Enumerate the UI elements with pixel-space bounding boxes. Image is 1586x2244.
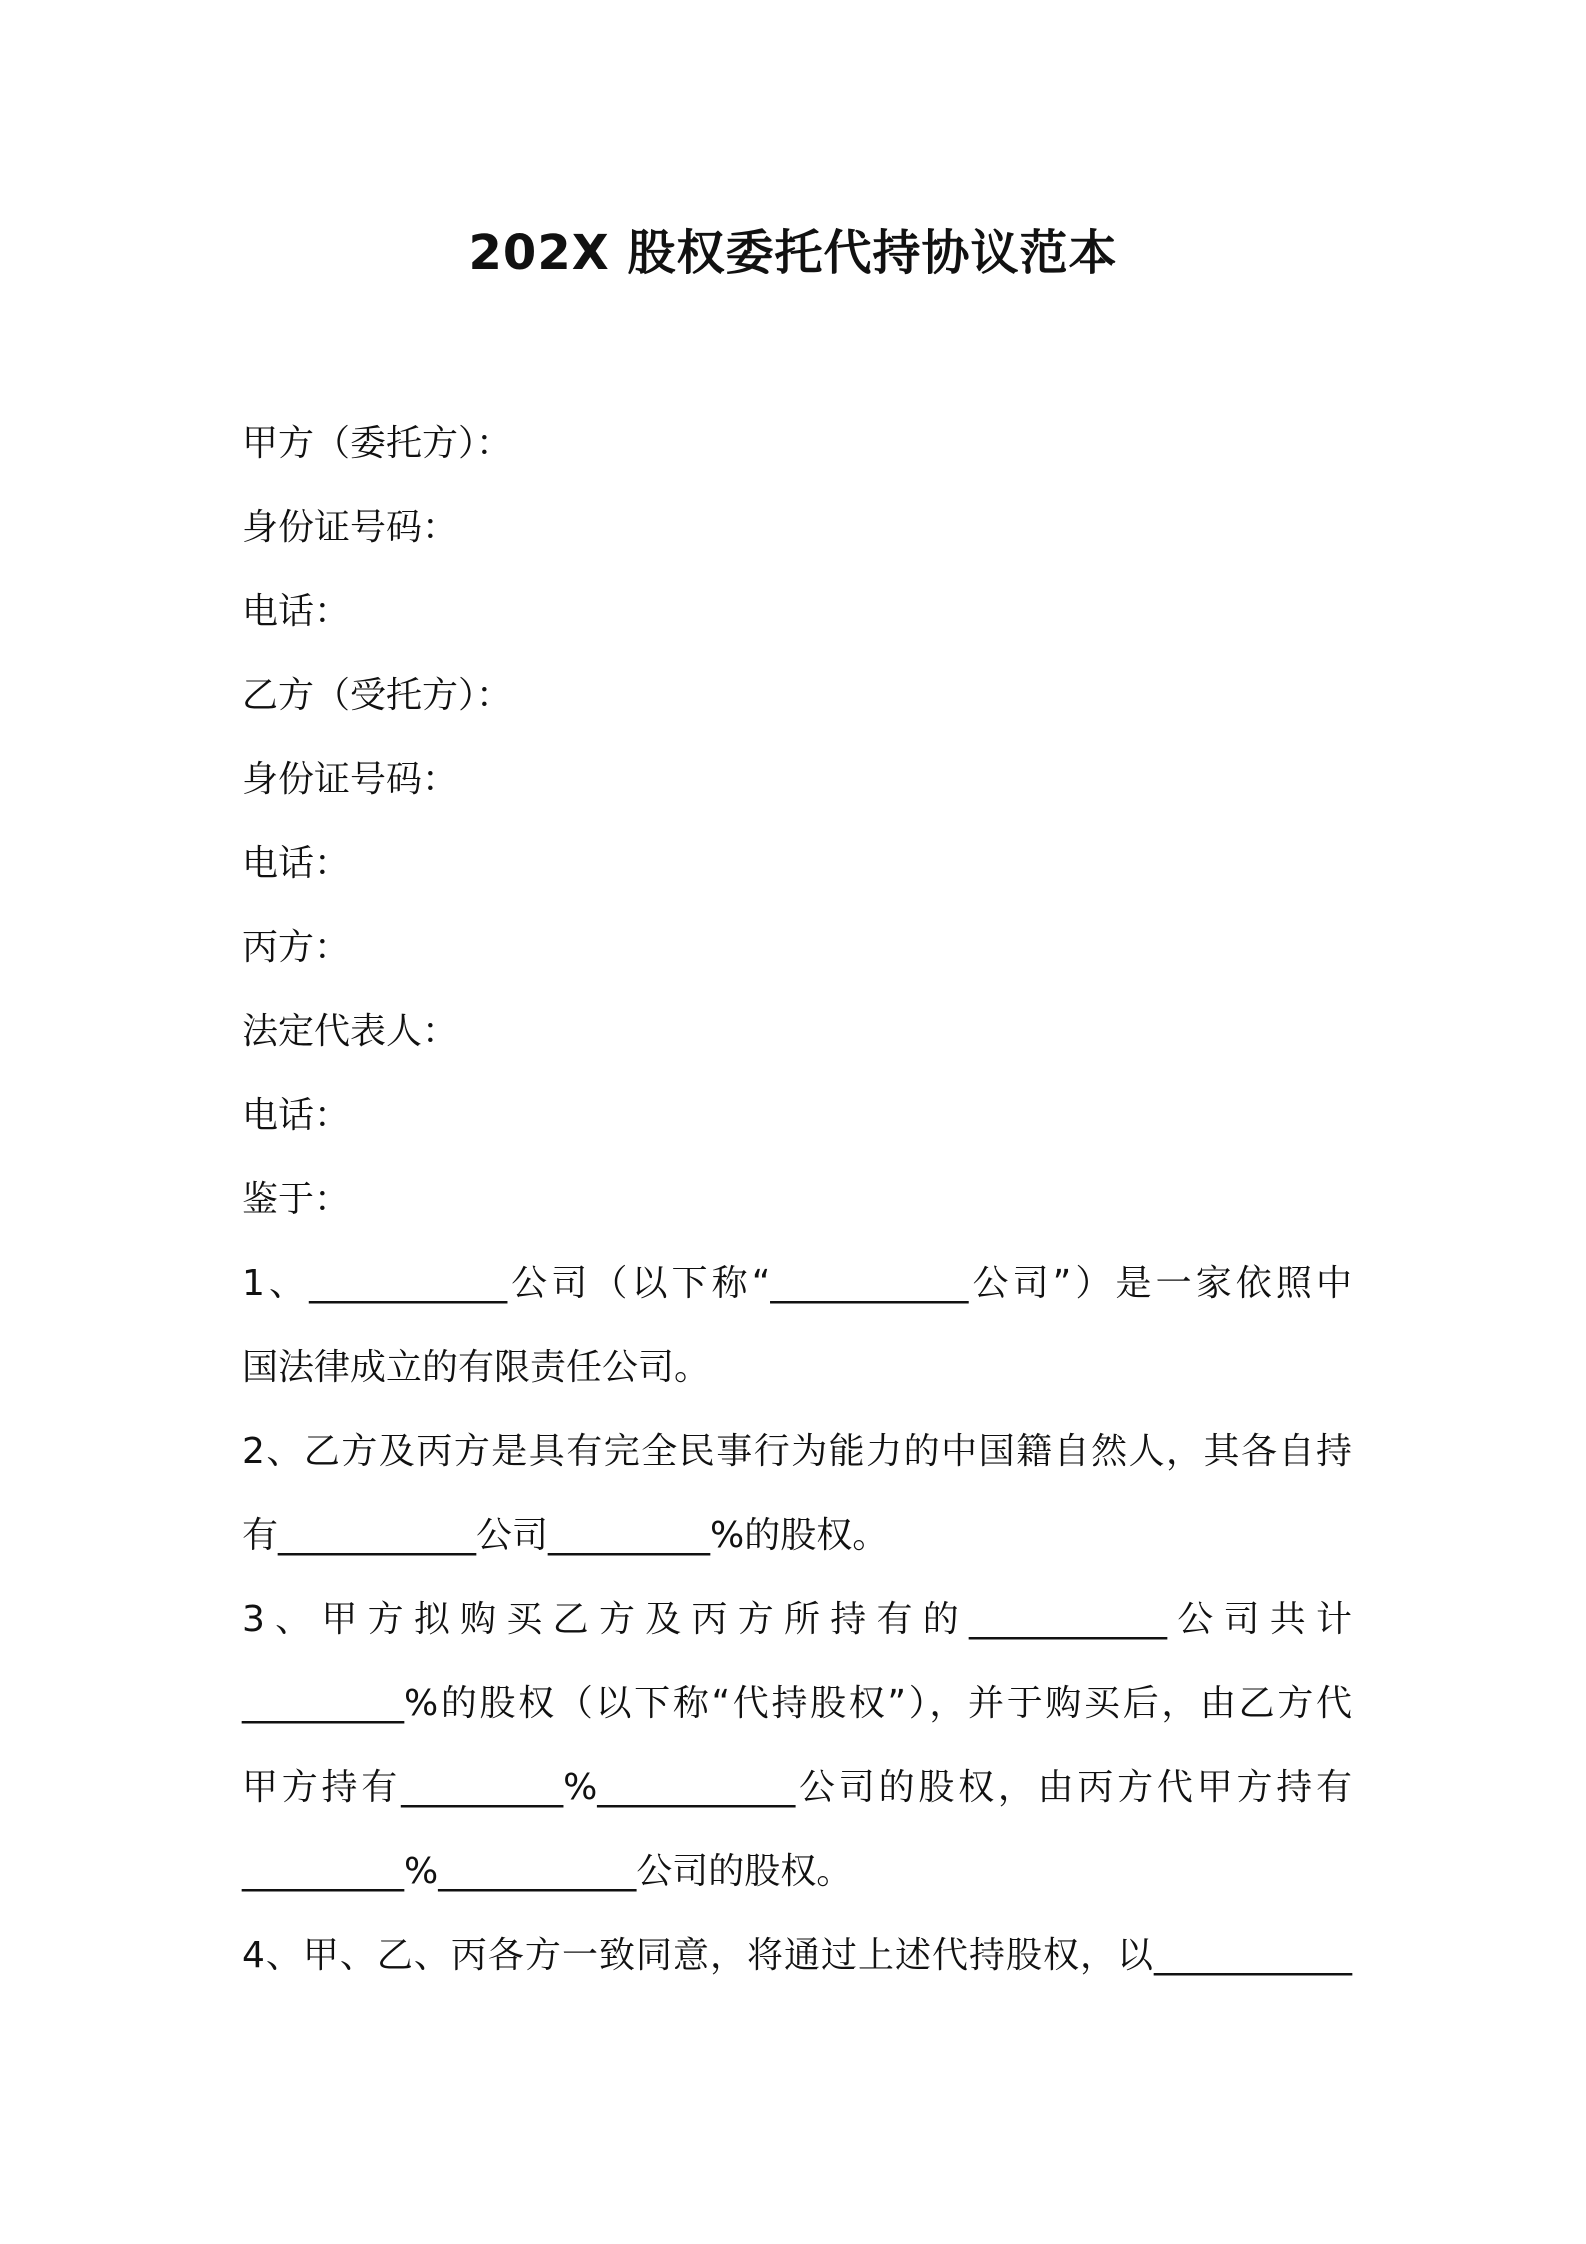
legal-representative-label: 法定代表人： — [242, 1011, 459, 1052]
party-c-label: 丙方： — [242, 927, 351, 968]
clause-3-line-4: _________%___________公司的股权。 — [242, 1851, 853, 1892]
party-c-phone-label: 电话： — [242, 1095, 351, 1136]
document-title: 202X 股权委托代持协议范本 — [468, 225, 1118, 281]
party-a-label: 甲方（委托方）： — [242, 423, 513, 464]
clause-3-line-1: 3、甲方拟购买乙方及丙方所持有的___________公司共计 — [242, 1599, 1352, 1640]
clause-3-line-3: 甲方持有_________%___________公司的股权，由丙方代甲方持有 — [242, 1767, 1352, 1808]
clause-2-line-1: 2、乙方及丙方是具有完全民事行为能力的中国籍自然人，其各自持 — [242, 1431, 1352, 1472]
party-b-id-label: 身份证号码： — [242, 759, 459, 800]
clause-1-line-1: 1、___________公司（以下称“___________公司”）是一家依照中 — [242, 1263, 1352, 1304]
document-body — [242, 402, 1352, 1998]
clause-3-line-2: _________%的股权（以下称“代持股权”），并于购买后，由乙方代 — [242, 1683, 1352, 1724]
party-a-id-label: 身份证号码： — [242, 507, 459, 548]
party-b-label: 乙方（受托方）： — [242, 675, 513, 716]
clause-4-line-1: 4、甲、乙、丙各方一致同意，将通过上述代持股权，以___________ — [242, 1935, 1352, 1976]
clause-2-line-2: 有___________公司_________%的股权。 — [242, 1515, 889, 1556]
whereas-heading: 鉴于： — [242, 1179, 351, 1220]
clause-1-line-2: 国法律成立的有限责任公司。 — [242, 1347, 711, 1388]
party-a-phone-label: 电话： — [242, 591, 351, 632]
party-b-phone-label: 电话： — [242, 843, 351, 884]
